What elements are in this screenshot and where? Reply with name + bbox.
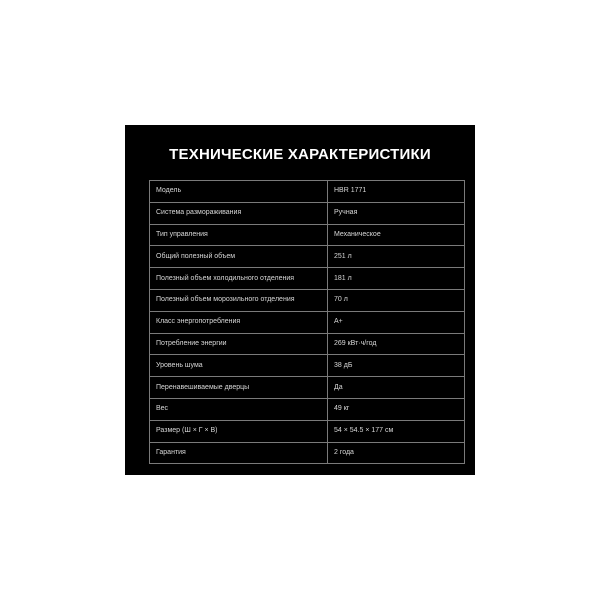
spec-row <box>150 377 465 399</box>
spec-label: Перенавешиваемые дверцы <box>150 377 328 399</box>
spec-row <box>150 268 465 290</box>
spec-label: Гарантия <box>150 442 328 464</box>
spec-value: Да <box>328 377 465 399</box>
spec-row <box>150 246 465 268</box>
spec-value: Механическое <box>328 224 465 246</box>
spec-row <box>150 181 465 203</box>
spec-value: 251 л <box>328 246 465 268</box>
spec-value: 181 л <box>328 268 465 290</box>
spec-label: Тип управления <box>150 224 328 246</box>
spec-label: Модель <box>150 181 328 203</box>
spec-row <box>150 311 465 333</box>
spec-row <box>150 224 465 246</box>
spec-value: A+ <box>328 311 465 333</box>
spec-row <box>150 289 465 311</box>
spec-value: 54 × 54.5 × 177 см <box>328 420 465 442</box>
spec-label: Общий полезный объем <box>150 246 328 268</box>
spec-label: Система размораживания <box>150 202 328 224</box>
spec-label: Полезный объем холодильного отделения <box>150 268 328 290</box>
spec-label: Вес <box>150 398 328 420</box>
spec-value: 2 года <box>328 442 465 464</box>
spec-row <box>150 333 465 355</box>
spec-panel <box>125 125 475 475</box>
spec-row <box>150 442 465 464</box>
spec-label: Размер (Ш × Г × В) <box>150 420 328 442</box>
spec-row <box>150 420 465 442</box>
spec-table <box>149 180 465 464</box>
spec-value: 70 л <box>328 289 465 311</box>
spec-value: Ручная <box>328 202 465 224</box>
spec-row <box>150 398 465 420</box>
spec-value: HBR 1771 <box>328 181 465 203</box>
spec-value: 49 кг <box>328 398 465 420</box>
spec-table-body <box>150 181 465 464</box>
spec-row <box>150 355 465 377</box>
spec-title: ТЕХНИЧЕСКИЕ ХАРАКТЕРИСТИКИ <box>169 146 431 163</box>
spec-label: Класс энергопотребления <box>150 311 328 333</box>
spec-value: 38 дБ <box>328 355 465 377</box>
spec-row <box>150 202 465 224</box>
spec-value: 269 кВт·ч/год <box>328 333 465 355</box>
spec-label: Потребление энергии <box>150 333 328 355</box>
spec-label: Полезный объем морозильного отделения <box>150 289 328 311</box>
spec-label: Уровень шума <box>150 355 328 377</box>
